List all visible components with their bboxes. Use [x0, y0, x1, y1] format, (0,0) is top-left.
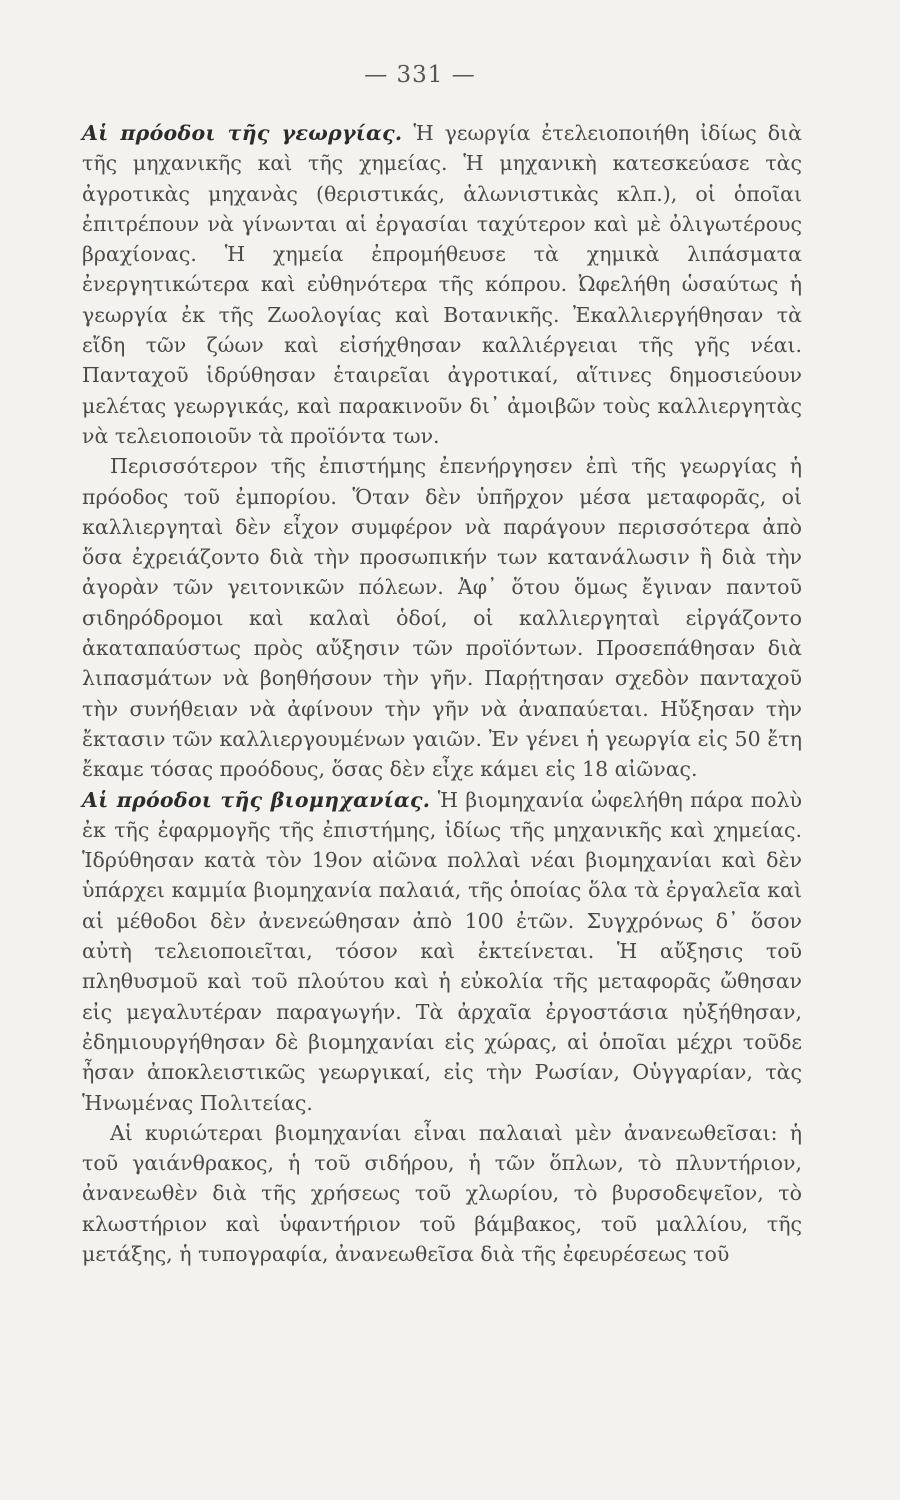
page-number: — 331 — — [364, 62, 476, 88]
page-body — [82, 118, 802, 1269]
paragraph-industry-2: Αἱ κυριώτεραι βιομηχανίαι εἶναι παλαιαὶ μὲν ἀνανεωθεῖσαι: ἡ τοῦ γαιάνθρακος, ἡ τοῦ σιδήρου, ἡ τῶν ὅπλων, τὸ πλυντήριον, ἀνανεωθὲν διὰ τῆς χρήσεως τοῦ χλωρίου, τὸ βυρσοδεψεῖον, τὸ κλωστήριον καὶ ὑφαντήριον τοῦ βάμβακος, τοῦ μαλλίου, τῆς μετάξης, ἡ τυπογραφία, ἀνανεωθεῖσα διὰ τῆς ἐφευρέσεως τοῦ — [82, 1120, 802, 1266]
paragraph-industry-1 — [82, 785, 802, 1118]
section-heading-agriculture: Αἱ πρόοδοι τῆς γεωργίας. — [82, 121, 403, 145]
section-heading-industry: Αἱ πρόοδοι τῆς βιομηχανίας. — [82, 787, 431, 812]
paragraph-agriculture-1 — [82, 118, 802, 451]
paragraph-agriculture-2: Περισσότερον τῆς ἐπιστήμης ἐπενήργησεν ἐπὶ τῆς γεωργίας ἡ πρόοδος τοῦ ἐμπορίου. Ὅταν δὲν ὑπῆρχον μέσα μεταφορᾶς, οἱ καλλιεργηταὶ δὲν εἶχον συμφέρον νὰ παράγουν περισσότερα ἀπὸ ὅσα ἐχρειάζοντο διὰ τὴν προσωπικήν των κατανάλωσιν ἢ διὰ τὴν ἀγορὰν τῶν γειτονικῶν πόλεων. Ἀφ᾽ ὅτου ὅμως ἔγιναν παντοῦ σιδηρόδρομοι καὶ καλαὶ ὁδοί, οἱ καλλιεργηταὶ εἰργάζοντο ἀκαταπαύστως πρὸς αὔξησιν τῶν προϊόντων. Προσεπάθησαν διὰ λιπασμάτων νὰ βοηθήσουν τὴν γῆν. Παρῄτησαν σχεδὸν πανταχοῦ τὴν συνήθειαν νὰ ἀφίνουν τὴν γῆν νὰ ἀναπαύεται. Ηὔξησαν τὴν ἔκτασιν τῶν καλλιεργουμένων γαιῶν. Ἐν γένει ἡ γεωργία εἰς 50 ἔτη ἔκαμε τόσας προόδους, ὅσας δὲν εἶχε κάμει εἰς 18 αἰῶνας. — [82, 454, 802, 782]
paragraph-text: Ἡ βιομηχανία ὠφελήθη πάρα πολὺ ἐκ τῆς ἐφαρμογῆς τῆς ἐπιστήμης, ἰδίως τῆς μηχανικῆς καὶ χημείας. Ἱδρύθησαν κατὰ τὸν 19ον αἰῶνα πολλαὶ νέαι βιομηχανίαι καὶ δὲν ὑπάρχει καμμία βιομηχανία παλαιά, τῆς ὁποίας ὅλα τὰ ἐργαλεῖα καὶ αἱ μέθοδοι δὲν ἀνενεώθησαν ἀπὸ 100 ἐτῶν. Συγχρόνως δ᾽ ὅσον αὐτὴ τελειοποιεῖται, τόσον καὶ ἐκτείνεται. Ἡ αὔξησις τοῦ πληθυσμοῦ καὶ τοῦ πλούτου καὶ ἡ εὐκολία τῆς μεταφορᾶς ὤθησαν εἰς μεγαλυτέραν παραγωγήν. Τὰ ἀρχαῖα ἐργοστάσια ηὐξήθησαν, ἐδημιουργήθησαν δὲ βιομηχανίαι εἰς χώρας, αἱ ὁποῖαι μέχρι τοῦδε ἦσαν ἀποκλειστικῶς γεωργικαί, εἰς τὴν Ρωσίαν, Οὑγγαρίαν, τὰς Ἡνωμένας Πολιτείας. — [82, 787, 802, 1115]
paragraph-text: Ἡ γεωργία ἐτελειοποιήθη ἰδίως διὰ τῆς μηχανικῆς καὶ τῆς χημείας. Ἡ μηχανικὴ κατεσκεύασε τὰς ἀγροτικὰς μηχανὰς (θεριστικάς, ἁλωνιστικὰς κλπ.), οἱ ὁποῖαι ἐπιτρέπουν νὰ γίνωνται αἱ ἐργασίαι ταχύτερον καὶ μὲ ὀλιγωτέρους βραχίονας. Ἡ χημεία ἐπρομήθευσε τὰ χημικὰ λιπάσματα ἐνεργητικώτερα καὶ εὐθηνότερα τῆς κόπρου. Ὠφελήθη ὡσαύτως ἡ γεωργία ἐκ τῆς Ζωολογίας καὶ Βοτανικῆς. Ἐκαλλιεργήθησαν τὰ εἴδη τῶν ζώων καὶ εἰσήχθησαν καλλιέργειαι τῆς γῆς νέαι. Πανταχοῦ ἱδρύθησαν ἑταιρεῖαι ἀγροτικαί, αἵτινες δημοσιεύουν μελέτας γεωργικάς, καὶ παρακινοῦν δι᾽ ἀμοιβῶν τοὺς καλλιεργητὰς νὰ τελειοποιοῦν τὰ προϊόντα των. — [82, 121, 802, 448]
